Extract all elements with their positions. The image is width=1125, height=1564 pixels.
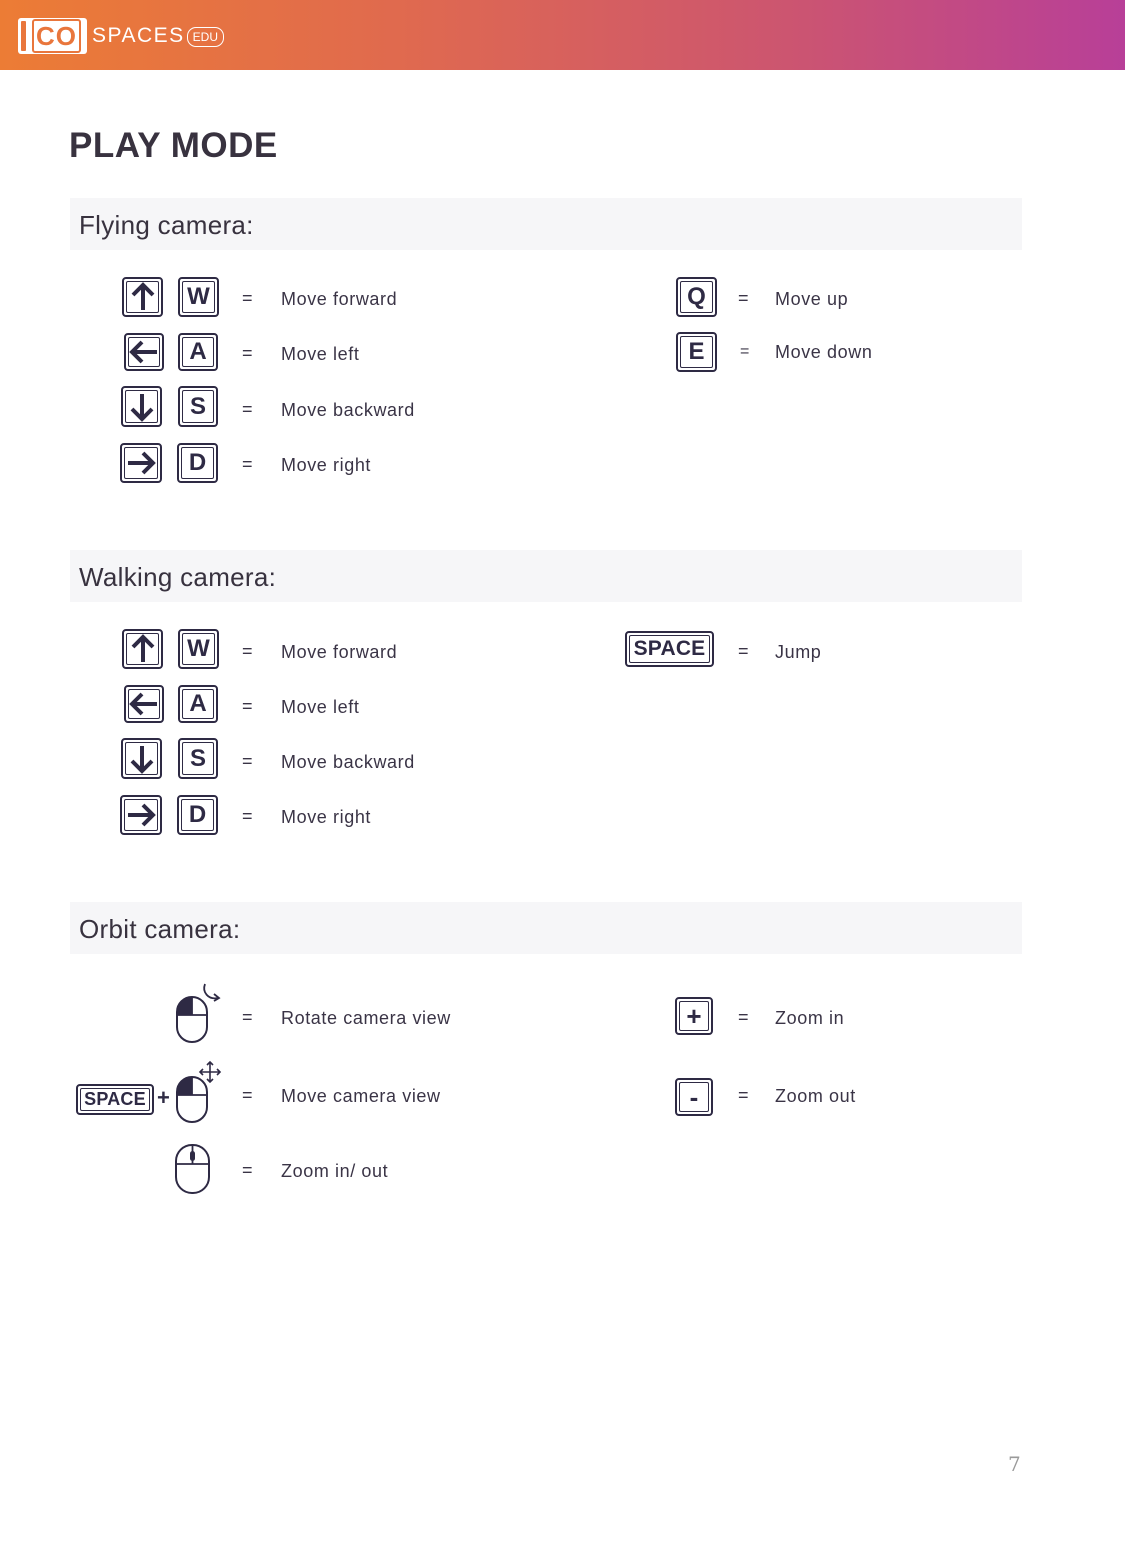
logo-spaces-text: SPACES [92,24,185,47]
cospaces-edu-logo [18,17,224,55]
key-a: A [178,685,218,723]
key-a: A [178,333,218,371]
plus-sign: + [157,1085,170,1110]
equals-sign: = [242,399,253,419]
shortcut-description: Move backward [281,400,415,420]
section-flying-camera [70,198,1022,250]
equals-sign: = [242,343,253,363]
shortcut-description: Move backward [281,752,415,772]
shortcut-description: Zoom out [775,1086,856,1106]
shortcut-description: Move forward [281,289,398,309]
equals-sign: = [738,1085,749,1105]
equals-sign: = [242,641,253,661]
shortcut-description: Jump [775,642,822,662]
down-arrow-key [121,738,162,779]
right-arrow-key [120,795,162,835]
left-arrow-key [124,333,164,371]
equals-sign: = [242,1007,253,1027]
equals-sign: = [242,288,253,308]
equals-sign: = [738,1007,749,1027]
right-arrow-icon [126,802,156,828]
equals-sign: = [738,641,749,661]
shortcut-description: Move forward [281,642,398,662]
up-arrow-key [122,629,163,669]
left-arrow-icon [129,339,159,365]
up-arrow-key [122,277,163,317]
shortcut-description: Move up [775,289,849,309]
equals-sign: = [242,696,253,716]
key-space: SPACE [76,1084,154,1115]
up-arrow-icon [130,282,156,312]
key-s: S [178,738,218,779]
mouse-wheel-icon [172,1140,216,1196]
key-q: Q [676,277,717,317]
equals-sign: = [242,454,253,474]
section-walking-camera [70,550,1022,602]
section-title: Orbit camera: [79,914,241,944]
shortcut-description: Move right [281,455,372,475]
shortcut-description: Rotate camera view [281,1008,451,1028]
shortcut-description: Move down [775,342,873,362]
logo-edu-badge: EDU [187,27,224,47]
left-arrow-key [124,685,164,723]
right-arrow-icon [126,450,156,476]
section-orbit-camera [70,902,1022,954]
key-minus: - [675,1078,713,1116]
key-w: W [178,277,219,317]
equals-sign: = [242,1085,253,1105]
left-arrow-icon [129,691,159,717]
shortcut-description: Move left [281,697,360,717]
shortcut-description: Move left [281,344,360,364]
equals-sign: = [242,806,253,826]
down-arrow-icon [129,744,155,774]
key-plus: + [675,997,713,1035]
page-number: 7 [1008,1452,1021,1476]
shortcut-description: Move right [281,807,372,827]
key-d: D [177,795,218,835]
shortcut-description: Zoom in [775,1008,845,1028]
key-d: D [177,443,218,483]
section-title: Flying camera: [79,210,254,240]
key-e: E [676,332,717,372]
equals-sign: = [738,288,749,308]
mouse-left-drag-icon [172,980,226,1046]
header-banner [0,0,1125,70]
logo-co-mark: CO [18,18,87,54]
shortcut-description: Zoom in/ out [281,1161,389,1181]
mouse-left-move-icon [172,1060,226,1126]
shortcut-description: Move camera view [281,1086,441,1106]
page-title: PLAY MODE [69,126,278,165]
key-s: S [178,386,218,427]
section-title: Walking camera: [79,562,277,592]
right-arrow-key [120,443,162,483]
down-arrow-icon [129,392,155,422]
down-arrow-key [121,386,162,427]
equals-sign: = [740,343,750,360]
up-arrow-icon [130,634,156,664]
key-w: W [178,629,219,669]
equals-sign: = [242,1160,253,1180]
equals-sign: = [242,751,253,771]
key-space: SPACE [625,631,714,667]
